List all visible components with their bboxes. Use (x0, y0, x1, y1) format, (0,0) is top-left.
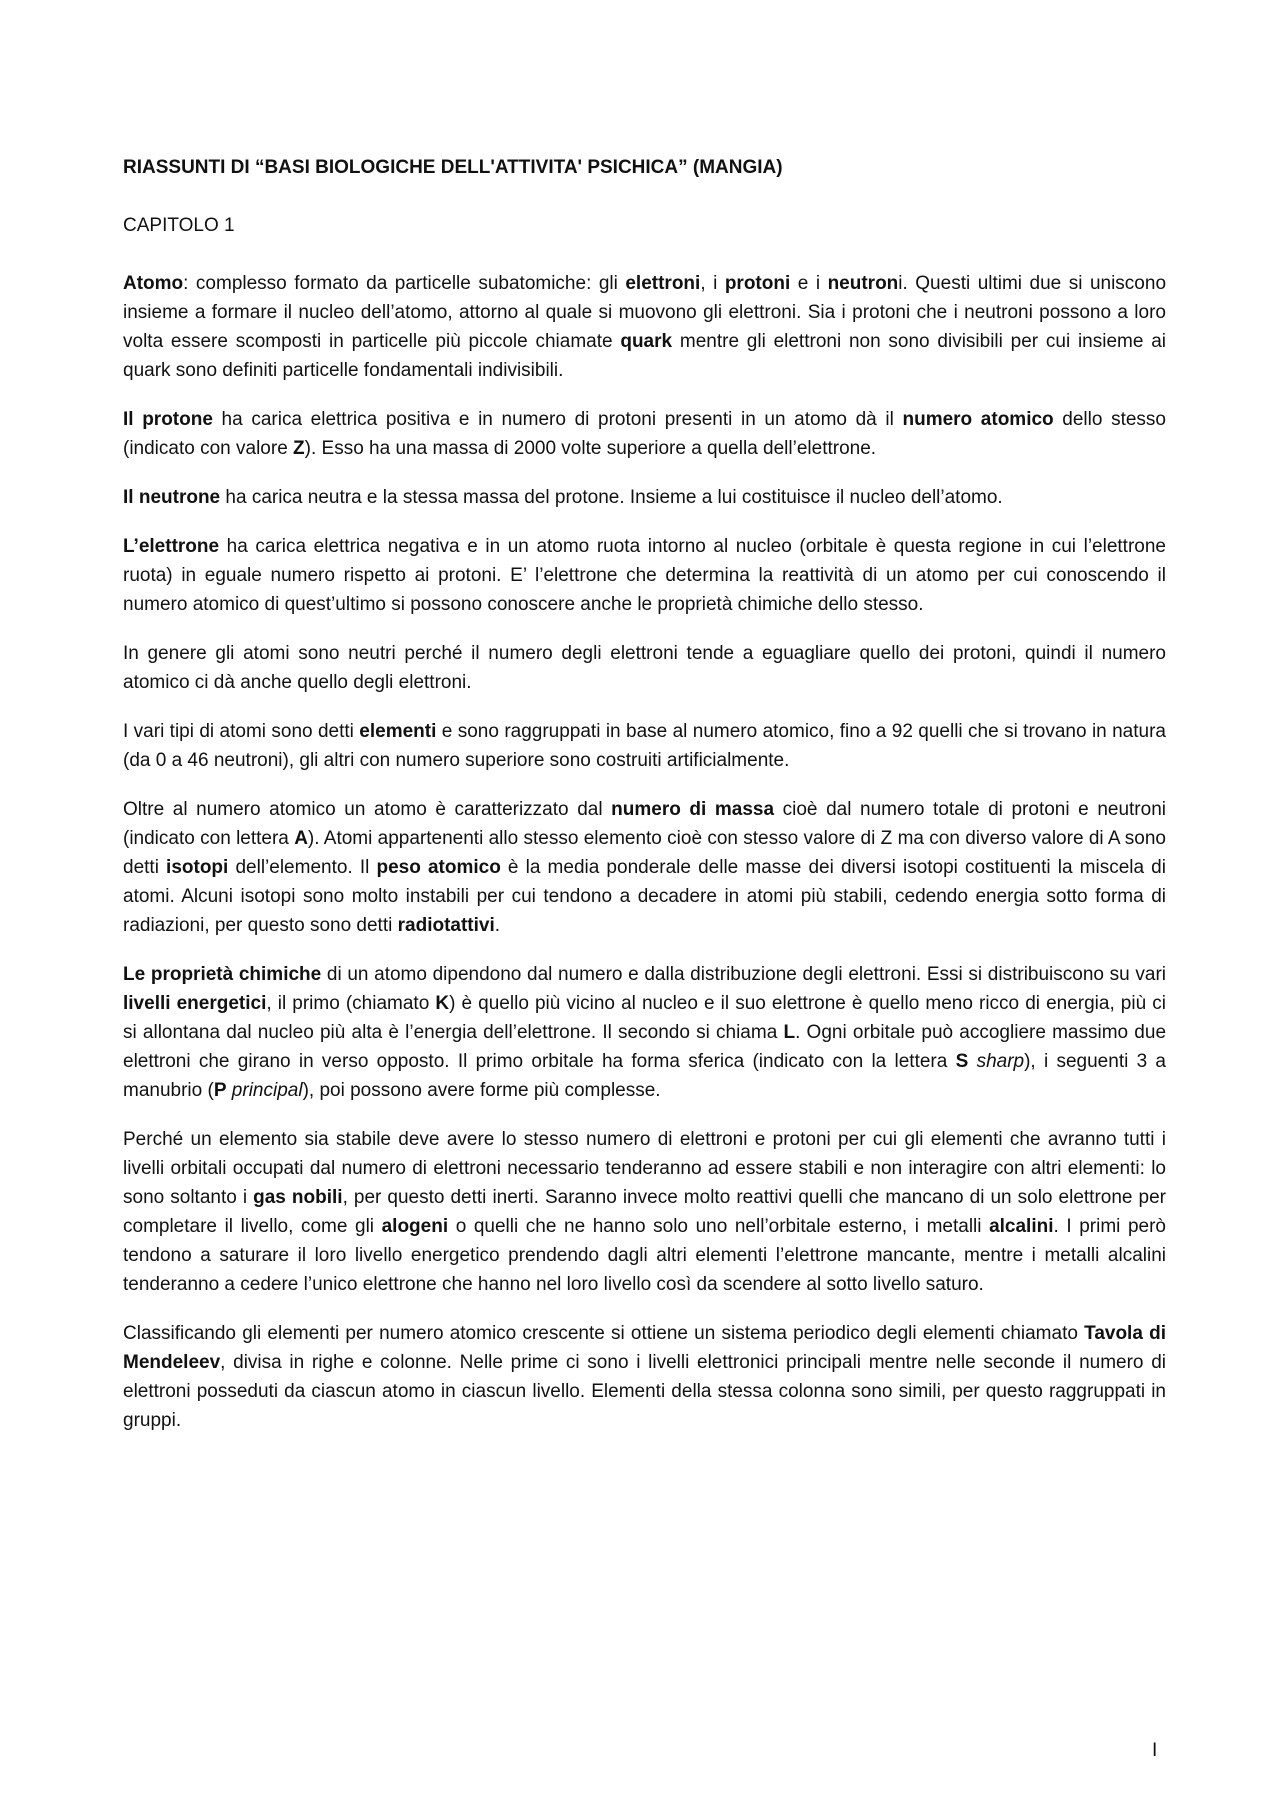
text-run: . Ogni orbitale può accogliere massimo due elettroni che girano in verso opposto. Il primo orbitale ha forma sferica (indicato con la lettera (123, 1022, 1167, 1072)
bold-term: L’elettrone (123, 536, 220, 557)
text-run (968, 1051, 976, 1072)
paragraph (123, 405, 1166, 463)
text-run: . (494, 915, 501, 936)
text-run: . I primi però tendono a saturare il loro livello energetico prendendo dagli altri elementi l’elettrone mancante, mentre i metalli alcalini tenderanno a cedere l’unico elettrone che hanno nel loro livello così da scendere al sotto livello saturo. (123, 1216, 1166, 1295)
paragraph (123, 960, 1166, 1105)
text-run: di un atomo dipendono dal numero e dalla distribuzione degli elettroni. Essi si distribuiscono su vari (321, 964, 1166, 985)
text-run: In genere gli atomi sono neutri perché il numero degli elettroni tende a eguagliare quello dei protoni, quindi il numero atomico ci dà anche quello degli elettroni. (123, 643, 1166, 693)
bold-term: P (213, 1080, 227, 1101)
text-run: è la media ponderale delle masse dei diversi isotopi costituenti la miscela di atomi. Alcuni isotopi sono molto instabili per cui tendono a decadere in atomi più stabili, cedendo energia sotto forma di radiazioni, per questo sono detti (123, 857, 1166, 936)
document-title: RIASSUNTI DI “BASI BIOLOGICHE DELL'ATTIVITA' PSICHICA” (MANGIA) (123, 157, 783, 178)
text-run: : complesso formato da particelle subatomiche: gli (183, 273, 626, 294)
bold-term: numero atomico (902, 409, 1054, 430)
bold-term: K (435, 993, 450, 1014)
bold-term: alcalini (989, 1216, 1054, 1237)
bold-term: livelli energetici (123, 993, 267, 1014)
text-run: ) è quello più vicino al nucleo e il suo elettrone è quello meno ricco di energia, più ci si allontana dal nucleo più alta è l’energia dell’elettrone. Il secondo si chiama (123, 993, 1166, 1043)
text-run: ), i seguenti 3 a manubrio ( (123, 1051, 1166, 1101)
paragraph (123, 1125, 1166, 1299)
bold-term: Le proprietà chimiche (123, 964, 322, 985)
text-run: Oltre al numero atomico un atomo è caratterizzato dal (123, 799, 612, 820)
text-run: e sono raggruppati in base al numero atomico, fino a 92 quelli che si trovano in natura (da 0 a 46 neutroni), gli altri con numero superiore sono costruiti artificialmente. (123, 721, 1166, 771)
bold-term: numero di massa (611, 799, 775, 820)
text-run: cioè dal numero totale di protoni e neutroni (indicato con lettera (123, 799, 1166, 849)
bold-term: protoni (724, 273, 791, 294)
text-run: i. Questi ultimi due si uniscono insieme a formare il nucleo dell’atomo, attorno al quale si muovono gli elettroni. Sia i protoni che i neutroni possono a loro volta essere scomposti in particelle più piccole chiamate (123, 273, 1167, 352)
text-run: , divisa in righe e colonne. Nelle prime ci sono i livelli elettronici principali mentre nelle seconde il numero di elettroni posseduti da ciascun atomo in ciascun livello. Elementi della stessa colonna sono simili, per questo raggruppati in gruppi. (123, 1352, 1166, 1431)
bold-term: L (783, 1022, 796, 1043)
text-run: , i (700, 273, 725, 294)
text-run: Perché un elemento sia stabile deve avere lo stesso numero di elettroni e protoni per cui gli elementi che avranno tutti i livelli orbitali occupati dal numero di elettroni necessario tenderanno ad essere stabili e non interagire con altri elementi: lo sono soltanto i (123, 1129, 1166, 1208)
bold-term: S (955, 1051, 969, 1072)
italic-term: sharp (976, 1051, 1025, 1072)
bold-term: elettroni (625, 273, 701, 294)
bold-term: Il neutrone (123, 487, 221, 508)
paragraph (123, 639, 1166, 697)
bold-term: elementi (359, 721, 437, 742)
bold-term: Il protone (123, 409, 213, 430)
text-run: mentre gli elettroni non sono divisibili per cui insieme ai quark sono definiti particelle fondamentali indivisibili. (123, 331, 1166, 381)
text-run: ), poi possono avere forme più complesse. (302, 1080, 661, 1101)
text-run: dello stesso (indicato con valore (123, 409, 1166, 459)
text-run: I vari tipi di atomi sono detti (123, 721, 360, 742)
bold-term: Z (293, 438, 305, 459)
text-run: ha carica neutra e la stessa massa del protone. Insieme a lui costituisce il nucleo dell’atomo. (220, 487, 1003, 508)
text-run: e i (790, 273, 828, 294)
document-body (123, 153, 1166, 1455)
bold-term: quark (620, 331, 673, 352)
text-run: , il primo (chiamato (266, 993, 436, 1014)
bold-term: Atomo (123, 273, 184, 294)
bold-term: peso atomico (376, 857, 501, 878)
paragraph (123, 269, 1166, 385)
chapter-heading: CAPITOLO 1 (123, 215, 235, 236)
text-run: ha carica elettrica negativa e in un atomo ruota intorno al nucleo (orbitale è questa regione in cui l’elettrone ruota) in eguale numero rispetto ai protoni. E’ l’elettrone che determina la reattività di un atomo per cui conoscendo il numero atomico di quest’ultimo si possono conoscere anche le proprietà chimiche dello stesso. (123, 536, 1166, 615)
bold-term: Tavola di Mendeleev (123, 1323, 1166, 1373)
paragraph (123, 717, 1166, 775)
paragraph (123, 1319, 1166, 1435)
text-run: ). Atomi appartenenti allo stesso elemento cioè con stesso valore di Z ma con diverso valore di A sono detti (123, 828, 1167, 878)
bold-term: alogeni (381, 1216, 449, 1237)
bold-term: neutron (827, 273, 899, 294)
paragraph (123, 483, 1166, 512)
text-run: , per questo detti inerti. Saranno invece molto reattivi quelli che mancano di un solo elettrone per completare il livello, come gli (123, 1187, 1166, 1237)
paragraph (123, 532, 1166, 619)
text-run: ). Esso ha una massa di 2000 volte superiore a quella dell’elettrone. (304, 438, 877, 459)
text-run: ha carica elettrica positiva e in numero di protoni presenti in un atomo dà il (212, 409, 903, 430)
text-run: o quelli che ne hanno solo uno nell’orbitale esterno, i metalli (448, 1216, 990, 1237)
bold-term: radiotattivi (397, 915, 495, 936)
bold-term: isotopi (166, 857, 229, 878)
bold-term: A (294, 828, 308, 849)
paragraph-list (123, 269, 1166, 1435)
page-number: I (1152, 1740, 1158, 1761)
text-run: dell’elemento. Il (228, 857, 377, 878)
text-run: Classificando gli elementi per numero atomico crescente si ottiene un sistema periodico degli elementi chiamato (123, 1323, 1085, 1344)
italic-term: principal (231, 1080, 303, 1101)
paragraph (123, 795, 1166, 940)
bold-term: gas nobili (253, 1187, 343, 1208)
